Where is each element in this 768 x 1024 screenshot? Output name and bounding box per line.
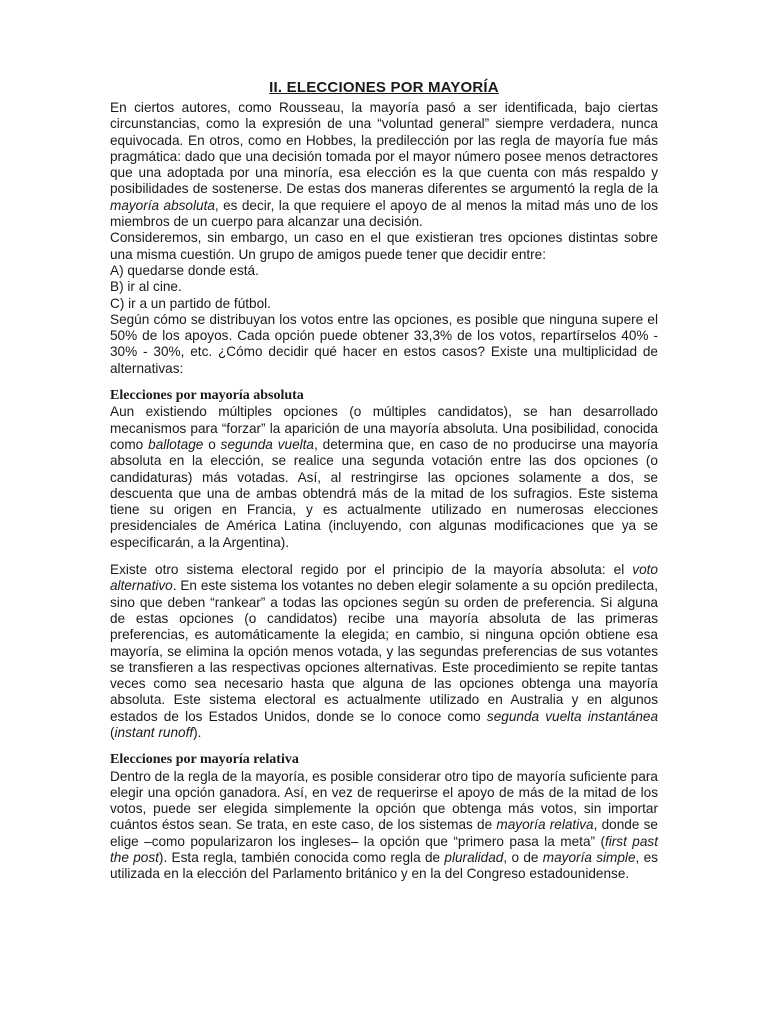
option-a: A) quedarse donde está. <box>110 262 259 278</box>
intro-paragraph-3: Según cómo se distribuyan los votos entre las opciones, es posible que ninguna supere el 50% de los apoyos. Cada opción puede obtener 33,3% de los votos, repartírselos 40% - 30% - 30%, etc. ¿Cómo decidir qué hacer en estos casos? Existe una multiplicidad de alternativas: <box>110 311 658 376</box>
option-c: C) ir a un partido de fútbol. <box>110 295 271 311</box>
text-run: , es decir, la que requiere el apoyo de al menos la mitad más uno de los miembros de un cuerpo para alcanzar una decisión. <box>110 197 658 230</box>
intro-paragraph-2: Consideremos, sin embargo, un caso en el que existieran tres opciones distintas sobre una misma cuestión. Un grupo de amigos puede tener que decidir entre: <box>110 230 658 262</box>
emphasis-segunda-vuelta-instantanea: segunda vuelta instantánea <box>486 708 659 724</box>
emphasis-first-past-the-post: first past the post <box>110 833 658 866</box>
text-run: ). <box>193 724 202 740</box>
page-title: II. ELECCIONES POR MAYORÍA <box>269 79 499 96</box>
intro-paragraph-1 <box>110 100 658 230</box>
text-run: . En este sistema los votantes no deben elegir solamente a su opción predilecta, sino que deben “rankear” a todas las opciones según su orden de preferencia. Si alguna de estas opciones (o candidatos) recibe una mayoría absoluta de las primeras preferencias, es automáticamente la elegida; en cambio, si ninguna opción obtiene esa mayoría, se elimina la opción menos votada, y las segundas preferencias de sus votantes se transfieren a las respectivas opciones alternativas. Este procedimiento se repite tantas veces como sea necesario hasta que alguna de las opciones obtenga una mayoría absoluta. Este sistema electoral es actualmente utilizado en Australia y en algunos estados de los Estados Unidos, donde se lo conoce como <box>110 578 658 724</box>
emphasis-mayoria-simple: mayoría simple <box>542 850 636 866</box>
section-heading-absoluta: Elecciones por mayoría absoluta <box>110 388 304 404</box>
absoluta-paragraph-2 <box>110 562 658 741</box>
option-b: B) ir al cine. <box>110 279 182 295</box>
spacer <box>110 551 658 562</box>
emphasis-voto-alternativo: voto alternativo <box>110 562 658 594</box>
text-run: , es utilizada en la elección del Parlamento británico y en la del Congreso estadounidense. <box>110 850 658 882</box>
text-run: , determina que, en caso de no producirse una mayoría absoluta en la elección, se realice una segunda votación entre las dos opciones (o candidaturas) más votadas. Así, al restringirse las opciones solamente a dos, se descuenta que una de ambas obtendrá más de la mitad de los sufragios. Este sistema tiene su origen en Francia, y es actualmente utilizado en numerosas elecciones presidenciales de América Latina (incluyendo, con algunas modificaciones que ya se especificarán, a la Argentina). <box>110 436 658 550</box>
text-run: ). Esta regla, también conocida como regla de <box>158 850 445 866</box>
text-run: , o de <box>503 850 543 866</box>
spacer <box>110 377 658 388</box>
relativa-paragraph-1 <box>110 769 658 883</box>
absoluta-paragraph-1 <box>110 404 658 551</box>
emphasis-instant-runoff: instant runoff <box>114 724 194 740</box>
text-run: Existe otro sistema electoral regido por el principio de la mayoría absoluta: el <box>110 562 633 578</box>
emphasis-mayoria-absoluta: mayoría absoluta <box>110 197 215 213</box>
section-heading-relativa: Elecciones por mayoría relativa <box>110 752 299 768</box>
text-run: ( <box>110 724 115 740</box>
emphasis-mayoria-relativa: mayoría relativa <box>496 817 594 833</box>
text-run: o <box>203 436 221 452</box>
text-run: , donde se elige –como popularizaron los ingleses– la opción que “primero pasa la meta” ( <box>110 817 658 849</box>
text-run: Dentro de la regla de la mayoría, es posible considerar otro tipo de mayoría suficiente para elegir una opción ganadora. Así, en vez de requerirse el apoyo de más de la mitad de los votos, puede ser elegida simplemente la opción que obtenga más votos, sin importar cuántos éstos sean. Se trata, en este caso, de los sistemas de <box>110 768 658 833</box>
emphasis-segunda-vuelta: segunda vuelta <box>220 436 314 452</box>
emphasis-pluralidad: pluralidad <box>444 850 504 866</box>
text-run: En ciertos autores, como Rousseau, la mayoría pasó a ser identificada, bajo ciertas circunstancias, como la expresión de una “voluntad general” siempre verdadera, nunca equivocada. En otros, como en Hobbes, la predilección por las regla de mayoría fue más pragmática: dado que una decisión tomada por el mayor número posee menos detractores que una adoptada por una minoría, esa elección es la que cuenta con más respaldo y posibilidades de sostenerse. De estas dos maneras diferentes se argumentó la regla de la <box>110 100 658 197</box>
text-run: Aun existiendo múltiples opciones (o múltiples candidatos), se han desarrollado mecanismos para “forzar” la aparición de una mayoría absoluta. Una posibilidad, conocida como <box>110 404 658 452</box>
spacer <box>110 741 658 752</box>
emphasis-ballotage: ballotage <box>148 436 204 452</box>
